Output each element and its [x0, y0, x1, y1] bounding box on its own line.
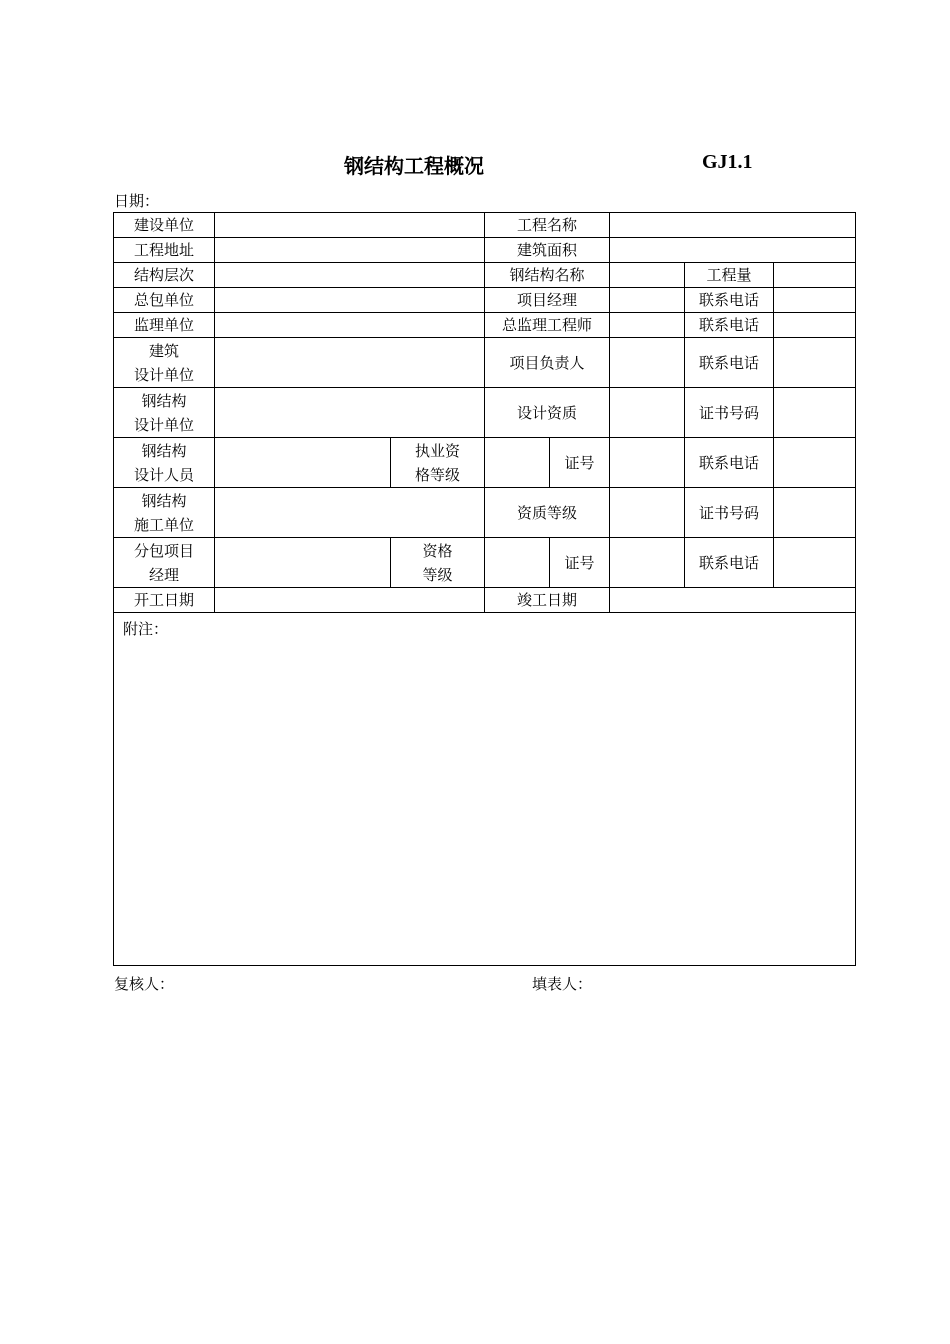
table-row [114, 313, 856, 338]
label-line: 执业资 [414, 441, 460, 460]
start-date-value[interactable] [215, 588, 485, 613]
certificate-number-value[interactable] [774, 388, 856, 438]
label-line: 分包项目 [133, 541, 194, 560]
building-area-label: 建筑面积 [485, 238, 610, 263]
steel-construction-unit-label [114, 488, 215, 538]
license-number-value[interactable] [610, 538, 685, 588]
label-line: 等级 [422, 565, 453, 584]
table-row [114, 213, 856, 238]
page-title: 钢结构工程概况 [344, 154, 484, 178]
phone-label: 联系电话 [685, 288, 774, 313]
steel-structure-name-value[interactable] [610, 263, 685, 288]
structure-levels-value[interactable] [215, 263, 485, 288]
label-line: 施工单位 [133, 515, 194, 534]
qualification-level-label [391, 538, 485, 588]
phone-value[interactable] [774, 438, 856, 488]
quantity-label: 工程量 [685, 263, 774, 288]
phone-value[interactable] [774, 313, 856, 338]
license-number-value[interactable] [610, 438, 685, 488]
completion-date-value[interactable] [610, 588, 856, 613]
steel-designer-value[interactable] [215, 438, 391, 488]
general-contractor-value[interactable] [215, 288, 485, 313]
completion-date-label: 竣工日期 [485, 588, 610, 613]
quantity-value[interactable] [774, 263, 856, 288]
table-row [114, 338, 856, 388]
license-number-label: 证号 [550, 538, 610, 588]
steel-design-unit-label [114, 388, 215, 438]
phone-label: 联系电话 [685, 438, 774, 488]
architectural-design-unit-value[interactable] [215, 338, 485, 388]
supervision-unit-label: 监理单位 [114, 313, 215, 338]
date-label: 日期： [114, 192, 160, 210]
design-qualification-label: 设计资质 [485, 388, 610, 438]
overview-table [113, 212, 856, 966]
label-line: 建筑 [148, 341, 179, 360]
phone-value[interactable] [774, 338, 856, 388]
project-manager-label: 项目经理 [485, 288, 610, 313]
phone-label: 联系电话 [685, 338, 774, 388]
phone-label: 联系电话 [685, 313, 774, 338]
table-row [114, 288, 856, 313]
steel-designer-label [114, 438, 215, 488]
label-line: 钢结构 [141, 391, 187, 410]
architectural-design-unit-label [114, 338, 215, 388]
table-row [114, 238, 856, 263]
project-name-label: 工程名称 [485, 213, 610, 238]
phone-value[interactable] [774, 288, 856, 313]
design-qualification-value[interactable] [610, 388, 685, 438]
certificate-number-value[interactable] [774, 488, 856, 538]
qualification-grade-label: 资质等级 [485, 488, 610, 538]
project-address-label: 工程地址 [114, 238, 215, 263]
filler-label: 填表人： [532, 975, 593, 993]
certificate-number-label: 证书号码 [685, 488, 774, 538]
label-line: 钢结构 [141, 441, 187, 460]
table-row [114, 438, 856, 488]
label-line: 格等级 [414, 465, 460, 484]
chief-supervisor-value[interactable] [610, 313, 685, 338]
qualification-grade-value[interactable] [610, 488, 685, 538]
construction-unit-value[interactable] [215, 213, 485, 238]
steel-construction-unit-value[interactable] [215, 488, 485, 538]
practice-qualification-label [391, 438, 485, 488]
project-name-value[interactable] [610, 213, 856, 238]
notes-label: 附注： [123, 620, 169, 638]
general-contractor-label: 总包单位 [114, 288, 215, 313]
table-row [114, 388, 856, 438]
label-line: 经理 [148, 565, 179, 584]
label-line: 钢结构 [141, 491, 187, 510]
project-manager-value[interactable] [610, 288, 685, 313]
construction-unit-label: 建设单位 [114, 213, 215, 238]
reviewer-label: 复核人： [114, 975, 175, 993]
label-line: 设计单位 [133, 415, 194, 434]
phone-value[interactable] [774, 538, 856, 588]
table-row [114, 538, 856, 588]
supervision-unit-value[interactable] [215, 313, 485, 338]
project-leader-value[interactable] [610, 338, 685, 388]
notes-area[interactable] [114, 613, 856, 966]
form-code: GJ1.1 [702, 151, 753, 173]
steel-structure-name-label: 钢结构名称 [485, 263, 610, 288]
project-address-value[interactable] [215, 238, 485, 263]
label-line: 设计单位 [133, 365, 194, 384]
building-area-value[interactable] [610, 238, 856, 263]
certificate-number-label: 证书号码 [685, 388, 774, 438]
phone-label: 联系电话 [685, 538, 774, 588]
subcontract-manager-value[interactable] [215, 538, 391, 588]
qualification-level-value[interactable] [485, 538, 550, 588]
table-row [114, 613, 856, 966]
table-row [114, 263, 856, 288]
chief-supervisor-label: 总监理工程师 [485, 313, 610, 338]
practice-qualification-value[interactable] [485, 438, 550, 488]
structure-levels-label: 结构层次 [114, 263, 215, 288]
steel-design-unit-value[interactable] [215, 388, 485, 438]
label-line: 设计人员 [133, 465, 194, 484]
label-line: 资格 [422, 541, 453, 560]
subcontract-manager-label [114, 538, 215, 588]
table-row [114, 488, 856, 538]
start-date-label: 开工日期 [114, 588, 215, 613]
project-leader-label: 项目负责人 [485, 338, 610, 388]
table-row [114, 588, 856, 613]
license-number-label: 证号 [550, 438, 610, 488]
